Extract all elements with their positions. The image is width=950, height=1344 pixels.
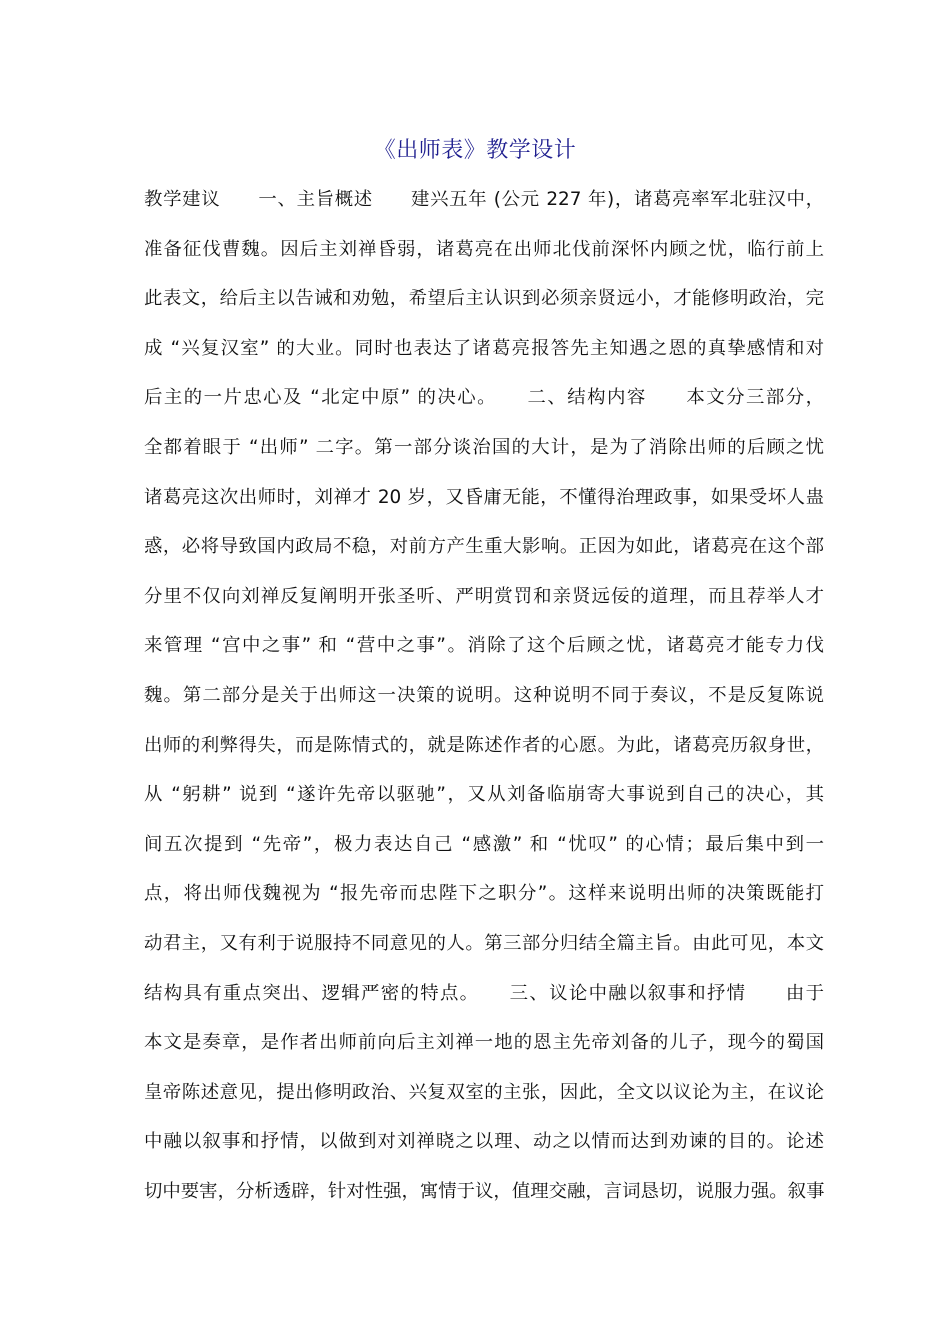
document-body — [144, 182, 824, 1223]
body-line: 间五次提到 “先帝”，极力表达自己 “感激” 和 “忧叹” 的心情；最后集中到一 — [144, 833, 824, 855]
body-line: 魏。第二部分是关于出师这一决策的说明。这种说明不同于奏议，不是反复陈说 — [144, 684, 824, 706]
body-line: 点，将出师伐魏视为 “报先帝而忠陛下之职分”。这样来说明出师的决策既能打 — [144, 883, 824, 905]
body-line: 诸葛亮这次出师时，刘禅才 20 岁，又昏庸无能，不懂得治理政事，如果受坏人蛊 — [144, 486, 824, 508]
document-title: 《出师表》教学设计 — [373, 138, 577, 163]
body-line: 准备征伐曹魏。因后主刘禅昏弱，诸葛亮在出师北伐前深怀内顾之忧，临行前上 — [144, 238, 824, 260]
body-line: 教学建议 一、主旨概述 建兴五年 (公元 227 年)，诸葛亮率军北驻汉中， — [144, 189, 824, 210]
body-line: 皇帝陈述意见，提出修明政治、兴复双室的主张，因此，全文以议论为主，在议论 — [144, 1081, 824, 1103]
body-line: 成 “兴复汉室” 的大业。同时也表达了诸葛亮报答先主知遇之恩的真挚感情和对 — [144, 337, 824, 359]
body-line: 分里不仅向刘禅反复阐明开张圣听、严明赏罚和亲贤远佞的道理，而且荐举人才 — [144, 585, 824, 607]
body-line: 切中要害，分析透辟，针对性强，寓情于议，值理交融，言词恳切，说服力强。叙事 — [144, 1180, 825, 1202]
body-line: 惑，必将导致国内政局不稳，对前方产生重大影响。正因为如此，诸葛亮在这个部 — [144, 536, 824, 558]
body-line: 出师的利弊得失，而是陈情式的，就是陈述作者的心愿。为此，诸葛亮历叙身世， — [144, 734, 824, 756]
body-line: 此表文，给后主以告诫和劝勉，希望后主认识到必须亲贤远小，才能修明政治，完 — [144, 288, 824, 310]
body-line: 本文是奏章，是作者出师前向后主刘禅一地的恩主先帝刘备的儿子，现今的蜀国 — [144, 1032, 824, 1054]
body-line: 从 “躬耕” 说到 “遂许先帝以驱驰”，又从刘备临崩寄大事说到自己的决心，其 — [144, 784, 824, 806]
body-line: 全都着眼于 “出师” 二字。第一部分谈治国的大计，是为了消除出师的后顾之忧 — [144, 436, 824, 458]
body-line: 中融以叙事和抒情，以做到对刘禅晓之以理、动之以情而达到劝谏的目的。论述 — [144, 1131, 824, 1153]
body-line: 结构具有重点突出、逻辑严密的特点。 三、议论中融以叙事和抒情 由于 — [144, 982, 824, 1004]
body-line: 后主的一片忠心及 “北定中原” 的决心。 二、结构内容 本文分三部分， — [144, 387, 824, 409]
body-line: 动君主，又有利于说服持不同意见的人。第三部分归结全篇主旨。由此可见，本文 — [144, 932, 824, 954]
body-line: 来管理 “宫中之事” 和 “营中之事”。消除了这个后顾之忧，诸葛亮才能专力伐 — [144, 635, 824, 657]
